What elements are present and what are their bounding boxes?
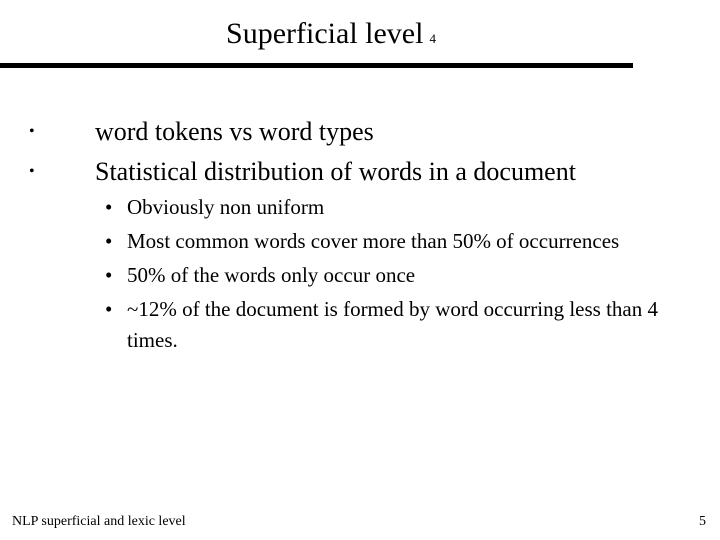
bullet-icon: • <box>29 163 35 180</box>
bullet-icon: • <box>105 263 113 287</box>
page-number: 5 <box>699 514 706 529</box>
sub-bullet-list <box>103 192 693 359</box>
bullet-icon: • <box>105 195 113 219</box>
main-bullet-list <box>24 112 704 192</box>
main-bullet-item <box>24 112 704 152</box>
slide-title-suffix: 4 <box>429 31 436 46</box>
title-underline <box>0 63 633 68</box>
sub-bullet-text: 50% of the words only occur once <box>127 263 416 287</box>
sub-bullet-text: Most common words cover more than 50% of occurrences <box>127 229 620 253</box>
sub-bullet-item <box>103 294 693 356</box>
main-bullet-text: word tokens vs word types <box>95 117 374 146</box>
sub-bullet-text: Obviously non uniform <box>127 195 325 219</box>
sub-bullet-item <box>103 226 693 257</box>
sub-bullet-text: ~12% of the document is formed by word occurring less than 4 times. <box>127 297 658 352</box>
bullet-icon: • <box>29 123 35 140</box>
sub-bullet-item <box>103 192 693 223</box>
slide-title <box>0 14 662 59</box>
sub-bullet-item <box>103 260 693 291</box>
slide-title-text: Superficial level <box>226 17 424 50</box>
main-bullet-item <box>24 152 704 192</box>
footer-caption: NLP superficial and lexic level <box>12 514 186 529</box>
bullet-icon: • <box>105 229 113 253</box>
main-bullet-text: Statistical distribution of words in a document <box>95 157 576 186</box>
bullet-icon: • <box>105 297 113 321</box>
